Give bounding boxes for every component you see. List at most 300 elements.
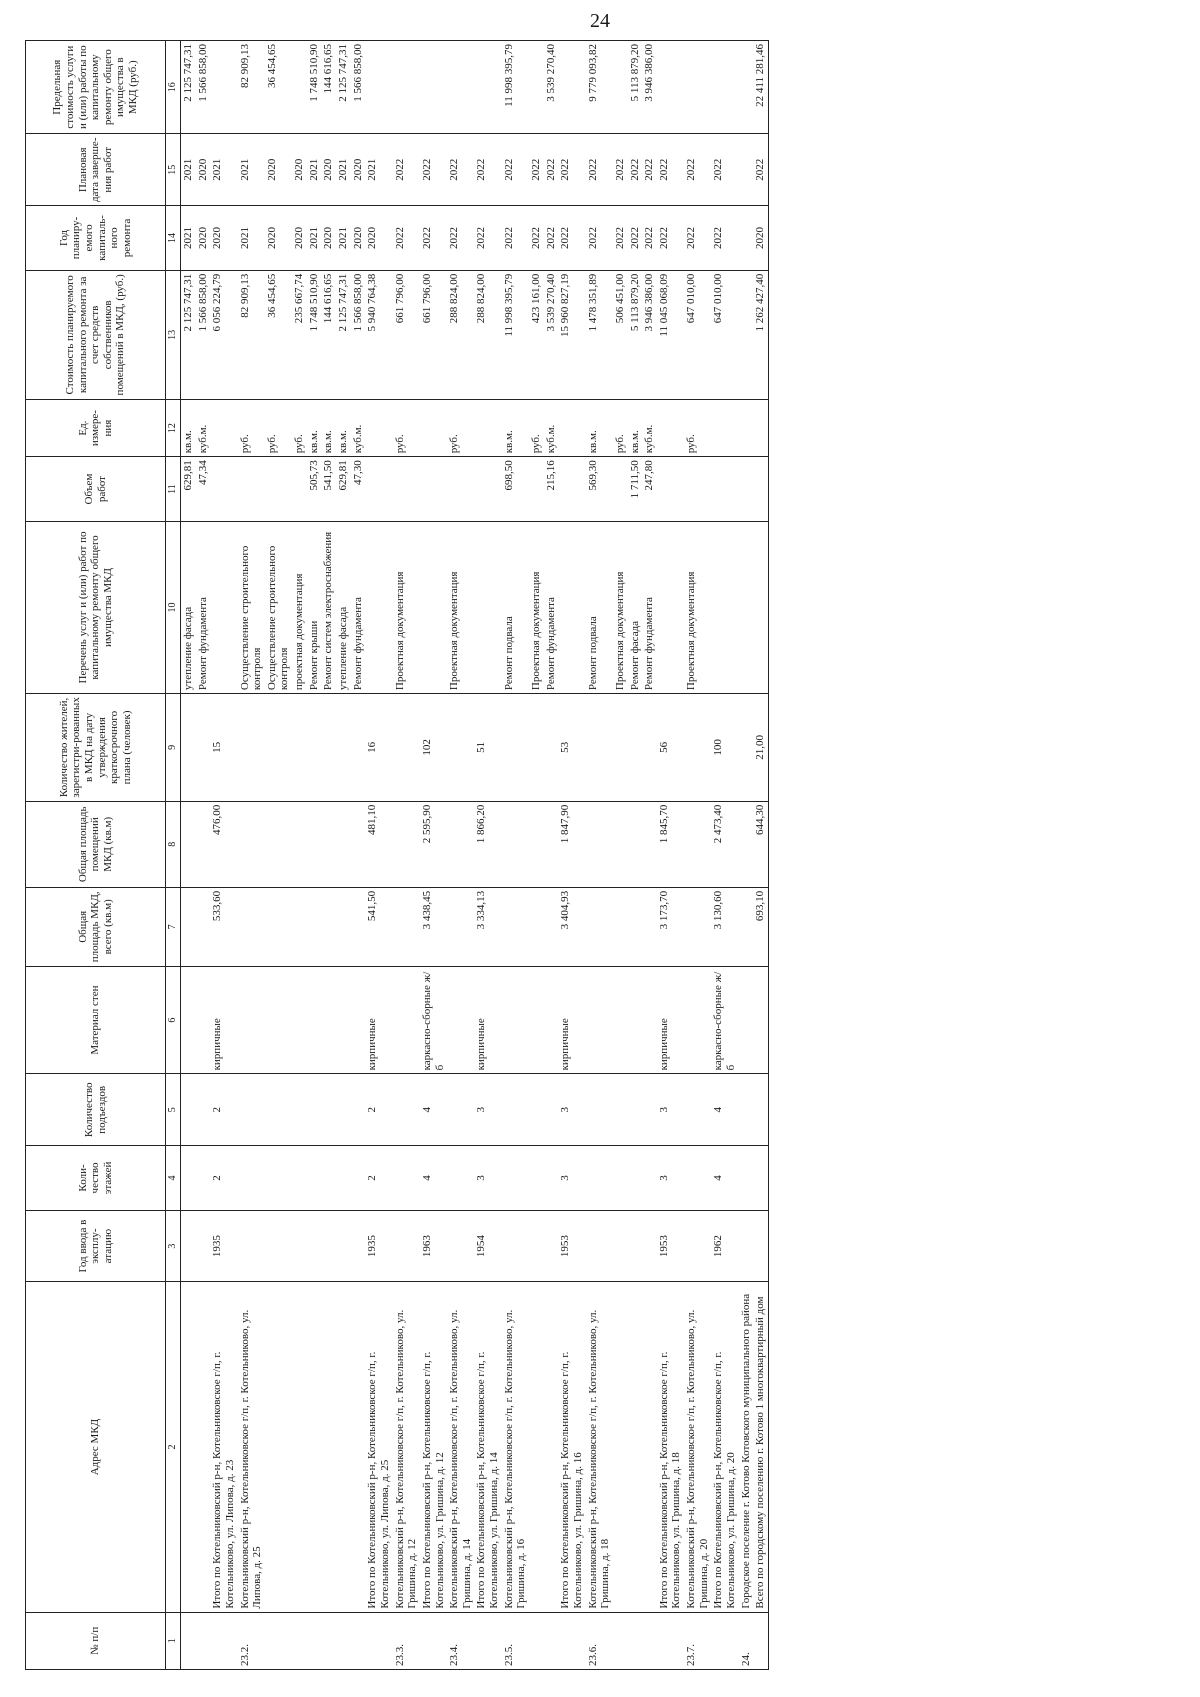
- table-cell-col4: [447, 1146, 474, 1211]
- table-cell-col9: [181, 694, 196, 802]
- table-cell-col3: [351, 1210, 366, 1282]
- table-cell-col8: [307, 801, 322, 887]
- table-cell-col12: куб.м.: [351, 399, 366, 456]
- table-cell-col13: 11 045 068,09: [657, 270, 684, 399]
- table-cell-col13: 3 946 386,00: [642, 270, 657, 399]
- table-cell-col12: руб.: [613, 399, 628, 456]
- table-cell-col2: [613, 1282, 628, 1612]
- column-header-7: Общая площадь МКД, всего (кв.м): [26, 887, 166, 966]
- table-row: [586, 41, 613, 1670]
- table-cell-col9: [196, 694, 211, 802]
- table-cell-col16: 9 779 093,82: [586, 41, 613, 134]
- table-cell-col15: 2020: [265, 134, 292, 206]
- table-cell-col14: 2020: [351, 206, 366, 271]
- table-cell-col9: [586, 694, 613, 802]
- table-cell-col10: Проектная документация: [393, 521, 420, 693]
- table-cell-col10: Ремонт крыши: [307, 521, 322, 693]
- table-cell-col13: 5 940 764,38: [365, 270, 392, 399]
- column-number-3: 3: [166, 1210, 181, 1282]
- table-cell-col5: [502, 1074, 529, 1146]
- table-cell-col6: [447, 966, 474, 1074]
- table-cell-col11: [711, 457, 738, 522]
- table-cell-col8: 1 866,20: [474, 801, 501, 887]
- table-cell-col8: [447, 801, 474, 887]
- table-cell-col2: [351, 1282, 366, 1612]
- table-cell-col10: Ремонт фундамента: [196, 521, 211, 693]
- table-cell-col8: [196, 801, 211, 887]
- table-cell-col13: 661 796,00: [393, 270, 420, 399]
- table-cell-col14: 2022: [474, 206, 501, 271]
- column-number-14: 14: [166, 206, 181, 271]
- table-cell-col6: [181, 966, 196, 1074]
- table-cell-col16: [420, 41, 447, 134]
- table-row: [544, 41, 559, 1670]
- table-cell-col13: 1 478 351,89: [586, 270, 613, 399]
- table-cell-col4: [321, 1146, 336, 1211]
- table-row: [684, 41, 711, 1670]
- table-cell-col12: кв.м.: [336, 399, 351, 456]
- table-row: [265, 41, 292, 1670]
- table-cell-col6: [196, 966, 211, 1074]
- table-cell-col15: 2020: [196, 134, 211, 206]
- table-cell-col2: [628, 1282, 643, 1612]
- table-cell-col9: [393, 694, 420, 802]
- table-cell-col15: [739, 134, 754, 206]
- column-number-12: 12: [166, 399, 181, 456]
- table-cell-col10: Проектная документация: [529, 521, 544, 693]
- table-cell-col12: кв.м.: [181, 399, 196, 456]
- table-cell-col10: Проектная документация: [613, 521, 628, 693]
- table-cell-col12: куб.м.: [642, 399, 657, 456]
- table-cell-col2: Городское поселение г. Котово Котовского муниципального района: [739, 1282, 754, 1612]
- table-cell-col12: руб.: [393, 399, 420, 456]
- table-cell-col14: 2020: [365, 206, 392, 271]
- table-cell-col13: 647 010,00: [684, 270, 711, 399]
- table-cell-col13: 288 824,00: [474, 270, 501, 399]
- table-cell-col2: Итого по Котельниковский р-н, Котельниковское г/п, г. Котельниково, ул. Гришина, д. 16: [558, 1282, 585, 1612]
- table-cell-col15: 2021: [181, 134, 196, 206]
- table-cell-col4: 4: [420, 1146, 447, 1211]
- table-cell-col8: 481,10: [365, 801, 392, 887]
- table-cell-col9: [544, 694, 559, 802]
- table-cell-col6: [586, 966, 613, 1074]
- table-cell-col13: 82 909,13: [238, 270, 265, 399]
- column-header-8: Общая площадь помещений МКД (кв.м): [26, 801, 166, 887]
- table-cell-col9: [447, 694, 474, 802]
- table-cell-col9: [238, 694, 265, 802]
- table-cell-col16: 82 909,13: [238, 41, 265, 134]
- rotated-page-frame: [25, 40, 1175, 1670]
- table-cell-col4: [739, 1146, 754, 1211]
- table-cell-col5: [628, 1074, 643, 1146]
- table-cell-col2: [292, 1282, 307, 1612]
- table-cell-col7: [265, 887, 292, 966]
- table-cell-col4: [502, 1146, 529, 1211]
- table-cell-col16: [711, 41, 738, 134]
- table-row: [210, 41, 237, 1670]
- table-row: [628, 41, 643, 1670]
- column-number-10: 10: [166, 521, 181, 693]
- table-cell-col10: [365, 521, 392, 693]
- table-cell-col6: каркасно-сборные ж/б: [711, 966, 738, 1074]
- table-cell-col1: [196, 1612, 211, 1669]
- table-cell-col3: [393, 1210, 420, 1282]
- table-cell-col8: [684, 801, 711, 887]
- table-cell-col9: [529, 694, 544, 802]
- table-cell-col2: [321, 1282, 336, 1612]
- table-cell-col14: 2022: [544, 206, 559, 271]
- table-cell-col3: 1953: [558, 1210, 585, 1282]
- table-cell-col13: 11 998 395,79: [502, 270, 529, 399]
- table-cell-col4: 2: [365, 1146, 392, 1211]
- column-number-7: 7: [166, 887, 181, 966]
- table-cell-col2: [544, 1282, 559, 1612]
- table-cell-col4: 3: [657, 1146, 684, 1211]
- table-cell-col7: 3 130,60: [711, 887, 738, 966]
- table-cell-col16: [657, 41, 684, 134]
- table-cell-col5: [336, 1074, 351, 1146]
- table-cell-col9: 56: [657, 694, 684, 802]
- table-cell-col5: [753, 1074, 768, 1146]
- table-cell-col3: [613, 1210, 628, 1282]
- table-cell-col9: [502, 694, 529, 802]
- table-cell-col5: 2: [210, 1074, 237, 1146]
- table-cell-col2: [265, 1282, 292, 1612]
- table-cell-col14: 2022: [711, 206, 738, 271]
- table-cell-col7: 533,60: [210, 887, 237, 966]
- table-cell-col9: 100: [711, 694, 738, 802]
- table-cell-col16: 1 566 858,00: [196, 41, 211, 134]
- table-cell-col6: [292, 966, 307, 1074]
- table-cell-col16: [292, 41, 307, 134]
- table-cell-col12: кв.м.: [321, 399, 336, 456]
- table-row: [474, 41, 501, 1670]
- table-cell-col5: 3: [558, 1074, 585, 1146]
- table-cell-col12: [711, 399, 738, 456]
- table-cell-col11: 505,73: [307, 457, 322, 522]
- table-cell-col4: [684, 1146, 711, 1211]
- table-cell-col7: [642, 887, 657, 966]
- table-cell-col12: [558, 399, 585, 456]
- table-cell-col4: 3: [474, 1146, 501, 1211]
- table-cell-col9: 16: [365, 694, 392, 802]
- table-cell-col4: 4: [711, 1146, 738, 1211]
- table-cell-col13: [739, 270, 754, 399]
- table-row: [657, 41, 684, 1670]
- table-cell-col15: 2022: [447, 134, 474, 206]
- table-cell-col1: 23.5.: [502, 1612, 529, 1669]
- column-number-5: 5: [166, 1074, 181, 1146]
- table-cell-col3: [642, 1210, 657, 1282]
- table-cell-col4: [393, 1146, 420, 1211]
- table-cell-col10: [753, 521, 768, 693]
- table-cell-col13: 15 960 827,19: [558, 270, 585, 399]
- table-cell-col2: Итого по Котельниковский р-н, Котельниковское г/п, г. Котельниково, ул. Гришина, д. 18: [657, 1282, 684, 1612]
- column-header-6: Материал стен: [26, 966, 166, 1074]
- column-number-row: [166, 41, 181, 1670]
- table-cell-col7: [307, 887, 322, 966]
- table-cell-col4: [336, 1146, 351, 1211]
- table-cell-col11: [657, 457, 684, 522]
- table-cell-col10: Ремонт фундамента: [642, 521, 657, 693]
- table-cell-col15: 2022: [613, 134, 628, 206]
- table-row: [393, 41, 420, 1670]
- table-cell-col9: [684, 694, 711, 802]
- table-cell-col12: руб.: [447, 399, 474, 456]
- table-cell-col6: [642, 966, 657, 1074]
- table-cell-col7: [321, 887, 336, 966]
- table-cell-col4: [307, 1146, 322, 1211]
- table-cell-col8: [393, 801, 420, 887]
- table-cell-col3: [321, 1210, 336, 1282]
- table-cell-col2: [642, 1282, 657, 1612]
- column-header-13: Стоимость планируемого капитального ремонта за счет средств собственников помещений в МКД, (руб.): [26, 270, 166, 399]
- table-cell-col1: [321, 1612, 336, 1669]
- table-cell-col6: [684, 966, 711, 1074]
- table-cell-col7: [502, 887, 529, 966]
- table-cell-col6: [351, 966, 366, 1074]
- table-row: [307, 41, 322, 1670]
- table-cell-col7: [292, 887, 307, 966]
- table-cell-col3: [502, 1210, 529, 1282]
- table-cell-col9: [613, 694, 628, 802]
- table-cell-col13: 36 454,65: [265, 270, 292, 399]
- table-cell-col7: [544, 887, 559, 966]
- table-cell-col13: 1 262 427,40: [753, 270, 768, 399]
- table-cell-col7: [739, 887, 754, 966]
- table-cell-col13: 235 667,74: [292, 270, 307, 399]
- table-cell-col15: 2022: [684, 134, 711, 206]
- table-cell-col15: 2022: [642, 134, 657, 206]
- table-cell-col14: 2020: [265, 206, 292, 271]
- table-cell-col11: 47,30: [351, 457, 366, 522]
- table-cell-col10: [420, 521, 447, 693]
- table-cell-col11: 698,50: [502, 457, 529, 522]
- table-cell-col8: 2 595,90: [420, 801, 447, 887]
- table-cell-col14: 2021: [181, 206, 196, 271]
- table-cell-col1: [544, 1612, 559, 1669]
- table-cell-col9: 102: [420, 694, 447, 802]
- table-cell-col14: 2022: [613, 206, 628, 271]
- table-cell-col5: [613, 1074, 628, 1146]
- table-cell-col14: 2022: [657, 206, 684, 271]
- table-cell-col14: 2022: [586, 206, 613, 271]
- column-number-6: 6: [166, 966, 181, 1074]
- table-cell-col3: [292, 1210, 307, 1282]
- table-cell-col6: [739, 966, 754, 1074]
- table-cell-col11: [753, 457, 768, 522]
- table-cell-col13: 144 616,65: [321, 270, 336, 399]
- table-cell-col1: 23.6.: [586, 1612, 613, 1669]
- table-cell-col11: [529, 457, 544, 522]
- table-cell-col15: 2022: [586, 134, 613, 206]
- table-cell-col5: [238, 1074, 265, 1146]
- table-cell-col6: кирпичные: [365, 966, 392, 1074]
- table-cell-col6: [628, 966, 643, 1074]
- table-cell-col14: 2022: [393, 206, 420, 271]
- table-cell-col7: [447, 887, 474, 966]
- table-cell-col10: [739, 521, 754, 693]
- column-number-4: 4: [166, 1146, 181, 1211]
- table-cell-col4: [586, 1146, 613, 1211]
- table-cell-col5: 4: [711, 1074, 738, 1146]
- table-cell-col16: [474, 41, 501, 134]
- table-cell-col5: [265, 1074, 292, 1146]
- table-cell-col2: Котельниковский р-н, Котельниковское г/п, г. Котельниково, ул. Гришина, д. 16: [502, 1282, 529, 1612]
- table-cell-col2: Котельниковский р-н, Котельниковское г/п, г. Котельниково, ул. Липова, д. 25: [238, 1282, 265, 1612]
- table-cell-col6: [238, 966, 265, 1074]
- table-cell-col11: [474, 457, 501, 522]
- table-cell-col1: [351, 1612, 366, 1669]
- table-cell-col12: кв.м.: [307, 399, 322, 456]
- table-cell-col6: [265, 966, 292, 1074]
- table-cell-col4: [613, 1146, 628, 1211]
- table-cell-col6: [753, 966, 768, 1074]
- column-header-14: Год планиру-емого капиталь-ного ремонта: [26, 206, 166, 271]
- table-cell-col15: 2022: [753, 134, 768, 206]
- table-cell-col2: Котельниковский р-н, Котельниковское г/п, г. Котельниково, ул. Гришина, д. 12: [393, 1282, 420, 1612]
- table-cell-col5: 3: [474, 1074, 501, 1146]
- rotated-table-container: [25, 40, 1175, 1670]
- column-number-9: 9: [166, 694, 181, 802]
- table-cell-col1: 24.: [739, 1612, 754, 1669]
- table-cell-col6: [307, 966, 322, 1074]
- table-row: [321, 41, 336, 1670]
- column-header-12: Ед. измере-ния: [26, 399, 166, 456]
- table-cell-col1: [642, 1612, 657, 1669]
- table-cell-col11: 629,81: [181, 457, 196, 522]
- table-cell-col8: 644,30: [753, 801, 768, 887]
- table-cell-col7: 3 438,45: [420, 887, 447, 966]
- table-cell-col16: [447, 41, 474, 134]
- table-cell-col13: 647 010,00: [711, 270, 738, 399]
- table-cell-col1: 23.7.: [684, 1612, 711, 1669]
- table-cell-col11: 47,34: [196, 457, 211, 522]
- table-cell-col16: 11 998 395,79: [502, 41, 529, 134]
- table-cell-col14: 2020: [196, 206, 211, 271]
- table-cell-col15: 2022: [502, 134, 529, 206]
- table-body: [181, 41, 769, 1670]
- table-cell-col14: 2022: [447, 206, 474, 271]
- column-number-11: 11: [166, 457, 181, 522]
- table-cell-col14: 2021: [307, 206, 322, 271]
- table-cell-col9: 15: [210, 694, 237, 802]
- table-cell-col1: [420, 1612, 447, 1669]
- table-cell-col7: [613, 887, 628, 966]
- table-cell-col7: [336, 887, 351, 966]
- table-cell-col13: 506 451,00: [613, 270, 628, 399]
- table-cell-col11: [265, 457, 292, 522]
- table-cell-col2: [181, 1282, 196, 1612]
- table-cell-col5: [529, 1074, 544, 1146]
- table-row: [529, 41, 544, 1670]
- table-cell-col8: [586, 801, 613, 887]
- table-cell-col5: [351, 1074, 366, 1146]
- table-cell-col8: [336, 801, 351, 887]
- table-row: [196, 41, 211, 1670]
- table-row: [351, 41, 366, 1670]
- table-cell-col10: Ремонт систем электроснабжения: [321, 521, 336, 693]
- table-cell-col12: [739, 399, 754, 456]
- table-cell-col11: [393, 457, 420, 522]
- table-cell-col9: [739, 694, 754, 802]
- table-cell-col15: 2022: [711, 134, 738, 206]
- table-cell-col14: 2020: [753, 206, 768, 271]
- table-cell-col9: 51: [474, 694, 501, 802]
- column-number-16: 16: [166, 41, 181, 134]
- table-cell-col1: [558, 1612, 585, 1669]
- table-cell-col8: [321, 801, 336, 887]
- table-cell-col13: 423 161,00: [529, 270, 544, 399]
- table-cell-col1: [613, 1612, 628, 1669]
- table-cell-col6: кирпичные: [474, 966, 501, 1074]
- table-row: [558, 41, 585, 1670]
- table-cell-col2: Итого по Котельниковский р-н, Котельниковское г/п, г. Котельниково, ул. Липова, д. 25: [365, 1282, 392, 1612]
- table-cell-col3: 1962: [711, 1210, 738, 1282]
- table-cell-col5: [586, 1074, 613, 1146]
- page-number: 24: [590, 10, 610, 32]
- table-row: [613, 41, 628, 1670]
- table-cell-col16: 22 411 281,46: [753, 41, 768, 134]
- table-cell-col3: [336, 1210, 351, 1282]
- table-row: [739, 41, 754, 1670]
- table-cell-col10: Осуществление строительного контроля: [238, 521, 265, 693]
- table-cell-col6: [613, 966, 628, 1074]
- table-cell-col2: Итого по Котельниковский р-н, Котельниковское г/п, г. Котельниково, ул. Гришина, д. 14: [474, 1282, 501, 1612]
- table-cell-col16: 5 113 879,20: [628, 41, 643, 134]
- table-cell-col8: [502, 801, 529, 887]
- table-cell-col10: Осуществление строительного контроля: [265, 521, 292, 693]
- table-cell-col6: кирпичные: [657, 966, 684, 1074]
- table-cell-col8: [739, 801, 754, 887]
- table-cell-col10: [558, 521, 585, 693]
- table-cell-col3: [529, 1210, 544, 1282]
- table-cell-col13: 3 539 270,40: [544, 270, 559, 399]
- table-cell-col1: [529, 1612, 544, 1669]
- table-cell-col13: 2 125 747,31: [181, 270, 196, 399]
- table-cell-col7: 3 173,70: [657, 887, 684, 966]
- table-cell-col8: [642, 801, 657, 887]
- table-cell-col3: [181, 1210, 196, 1282]
- table-cell-col15: 2021: [210, 134, 237, 206]
- table-cell-col15: 2021: [307, 134, 322, 206]
- table-cell-col5: [307, 1074, 322, 1146]
- table-cell-col5: [393, 1074, 420, 1146]
- table-row: [447, 41, 474, 1670]
- table-cell-col3: 1954: [474, 1210, 501, 1282]
- table-cell-col2: Всего по городскому поселению г. Котово 1 многоквартирный дом: [753, 1282, 768, 1612]
- table-cell-col4: [753, 1146, 768, 1211]
- column-header-2: Адрес МКД: [26, 1282, 166, 1612]
- table-cell-col4: [544, 1146, 559, 1211]
- table-cell-col9: [321, 694, 336, 802]
- table-cell-col12: руб.: [292, 399, 307, 456]
- table-cell-col14: 2020: [210, 206, 237, 271]
- table-cell-col2: [307, 1282, 322, 1612]
- table-cell-col4: 2: [210, 1146, 237, 1211]
- table-cell-col11: [684, 457, 711, 522]
- table-cell-col14: 2021: [336, 206, 351, 271]
- table-cell-col2: Котельниковский р-н, Котельниковское г/п, г. Котельниково, ул. Гришина, д. 20: [684, 1282, 711, 1612]
- table-cell-col9: [292, 694, 307, 802]
- table-cell-col13: 288 824,00: [447, 270, 474, 399]
- table-cell-col4: [265, 1146, 292, 1211]
- table-cell-col2: Котельниковский р-н, Котельниковское г/п, г. Котельниково, ул. Гришина, д. 14: [447, 1282, 474, 1612]
- column-header-9: Количество жителей, зарегистри-рованных в МКД на дату утверждения краткосрочного плана (человек): [26, 694, 166, 802]
- table-cell-col1: [307, 1612, 322, 1669]
- table-cell-col9: 21,00: [753, 694, 768, 802]
- table-cell-col14: 2020: [292, 206, 307, 271]
